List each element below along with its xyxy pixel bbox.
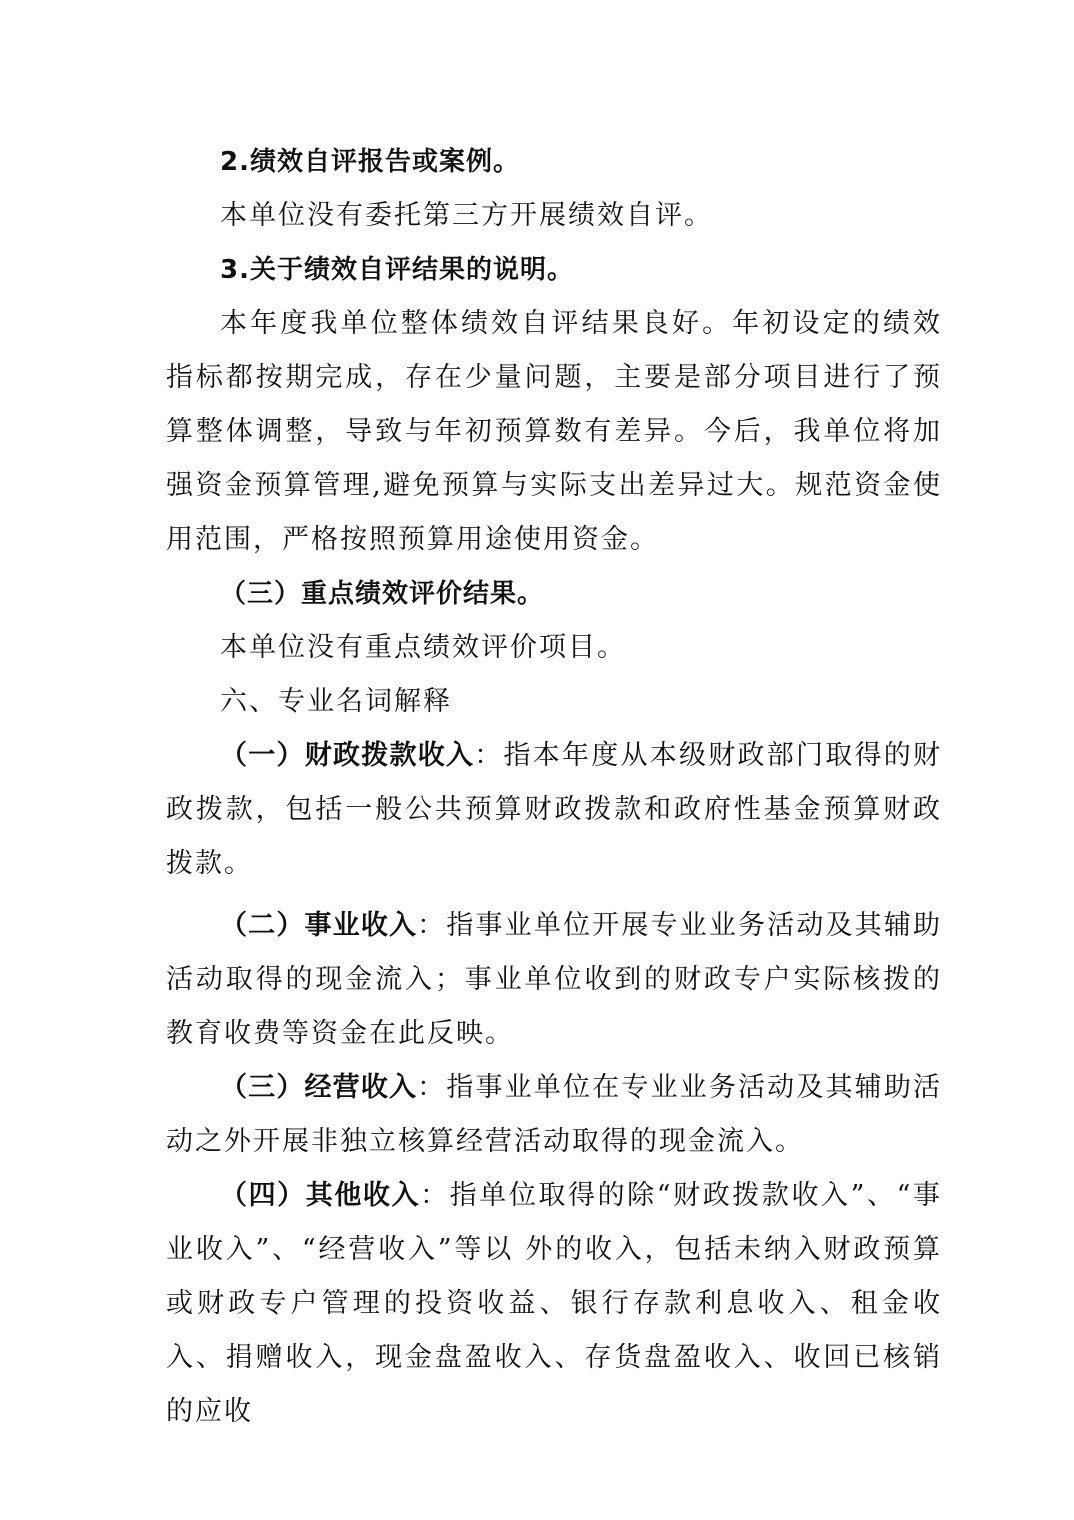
heading-self-evaluation-results: 3.关于绩效自评结果的说明。 (220, 255, 574, 285)
term-operating-income (166, 1061, 942, 1169)
heading-self-evaluation-report: 2.绩效自评报告或案例。 (220, 147, 520, 177)
term-definition: ：指单位取得的除“财政拨款收入”、“事业收入”、“经营收入”等以 外的收入，包括未纳入财政预算或财政专户管理的投资收益、银行存款利息收入、租金收入、捐赠收入，现金盘盈收入、存货盘盈收入、收回已核销的应收 (166, 1180, 942, 1427)
term-other-income (166, 1169, 942, 1439)
term-label: （二）事业收入 (220, 910, 418, 941)
paragraph-results-explanation: 本年度我单位整体绩效自评结果良好。年初设定的绩效指标都按期完成，存在少量问题，主要是部分项目进行了预算整体调整，导致与年初预算数有差异。今后，我单位将加强资金预算管理,避免预算与实际支出差异过大。规范资金使用范围，严格按照预算用途使用资金。 (166, 308, 942, 555)
paragraph-third-party: 本单位没有委托第三方开展绩效自评。 (220, 200, 713, 231)
term-business-income (166, 899, 942, 1061)
heading-key-evaluation: （三）重点绩效评价结果。 (220, 579, 545, 609)
heading-terminology: 六、专业名词解释 (220, 686, 452, 717)
paragraph-key-evaluation: 本单位没有重点绩效评价项目。 (220, 632, 626, 663)
term-definition: ：指事业单位开展专业业务活动及其辅助活动取得的现金流入；事业单位收到的财政专户实际核拨的教育收费等资金在此反映。 (166, 910, 943, 1049)
term-fiscal-appropriation (166, 729, 942, 891)
term-definition: ：指事业单位在专业业务活动及其辅助活动之外开展非独立核算经营活动取得的现金流入。 (166, 1072, 943, 1157)
document-page (166, 135, 942, 1439)
term-label: （四）其他收入 (220, 1180, 421, 1211)
term-label: （三）经营收入 (220, 1072, 418, 1103)
term-label: （一）财政拨款收入 (220, 740, 475, 771)
term-definition: ：指本年度从本级财政部门取得的财政拨款，包括一般公共预算财政拨款和政府性基金预算财政拨款。 (166, 740, 942, 879)
